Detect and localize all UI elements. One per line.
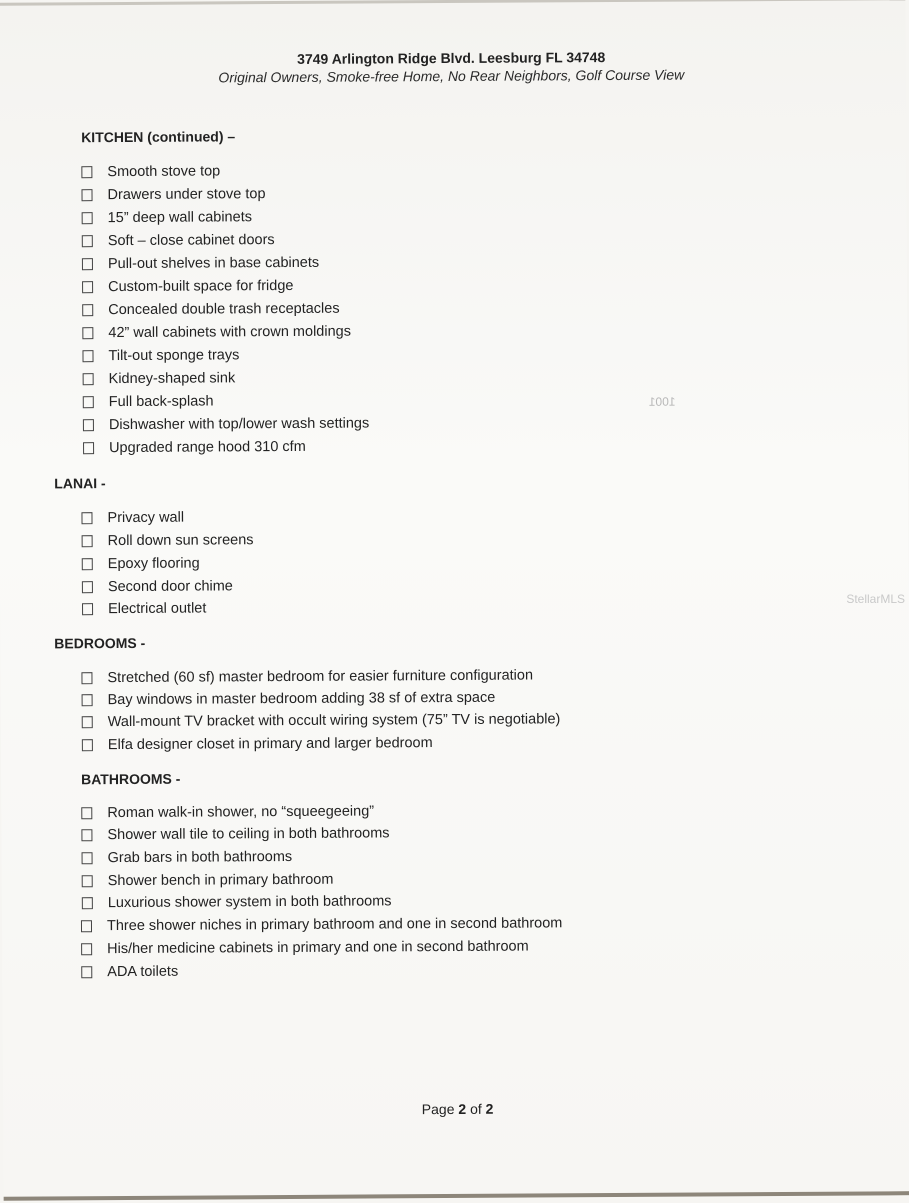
list-item: [83, 370, 236, 387]
item-label: Smooth stove top: [107, 163, 221, 181]
list-item: [82, 556, 200, 573]
item-label: Second door chime: [107, 578, 233, 596]
page-top-edge: [0, 0, 905, 6]
checkbox-icon: [83, 373, 94, 385]
list-item: [81, 825, 389, 843]
item-label: His/her medicine cabinets in primary and one in second bathroom: [107, 938, 529, 958]
checkbox-icon: [81, 829, 92, 841]
item-label: 15” deep wall cabinets: [107, 209, 253, 227]
list-item: [81, 667, 533, 686]
section-title-lanai: LANAI -: [54, 475, 106, 492]
list-item: [82, 872, 334, 890]
list-item: [82, 532, 254, 549]
list-item: [81, 964, 178, 981]
item-label: Shower wall tile to ceiling in both bathrooms: [107, 825, 390, 844]
item-label: Epoxy flooring: [107, 555, 200, 573]
list-item: [81, 163, 220, 180]
checkbox-icon: [81, 966, 92, 978]
item-label: Electrical outlet: [108, 600, 207, 618]
item-label: 42” wall cabinets with crown moldings: [108, 323, 351, 342]
page-number: [3, 1098, 909, 1120]
item-label: Dishwasher with top/lower wash settings: [108, 415, 370, 434]
checkbox-icon: [82, 716, 93, 728]
item-label: Shower bench in primary bathroom: [107, 871, 334, 890]
property-address: 3749 Arlington Ridge Blvd. Leesburg FL 34748: [297, 49, 606, 67]
list-item: [81, 915, 562, 934]
item-label: Luxurious shower system in both bathrooms: [107, 893, 392, 912]
item-label: Upgraded range hood 310 cfm: [109, 438, 306, 457]
watermark: StellarMLS: [846, 592, 905, 606]
list-item: [82, 209, 252, 226]
list-item: [82, 255, 319, 272]
item-label: Kidney-shaped sink: [108, 370, 236, 388]
item-label: Grab bars in both bathrooms: [107, 848, 293, 867]
item-label: Elfa designer closet in primary and larger bedroom: [107, 735, 433, 754]
checkbox-icon: [82, 535, 93, 547]
item-label: Three shower niches in primary bathroom and one in second bathroom: [106, 915, 563, 935]
item-label: Soft – close cabinet doors: [107, 232, 275, 250]
checkbox-icon: [82, 350, 93, 362]
list-item: [81, 803, 374, 821]
list-item: [82, 893, 392, 911]
item-label: Concealed double trash receptacles: [108, 300, 340, 319]
checkbox-icon: [82, 258, 93, 270]
list-item: [82, 849, 293, 866]
list-item: [82, 347, 239, 364]
checkbox-icon: [82, 304, 93, 316]
checkbox-icon: [81, 166, 92, 178]
section-title-bedrooms: BEDROOMS -: [54, 634, 146, 652]
list-item: [82, 735, 433, 753]
page-label: Page: [421, 1100, 459, 1118]
checkbox-icon: [83, 396, 94, 408]
checkbox-icon: [81, 807, 92, 819]
list-item: [82, 301, 339, 319]
list-item: [81, 186, 265, 203]
item-label: Privacy wall: [107, 509, 185, 527]
current-page: 2: [458, 1100, 467, 1117]
item-label: Pull-out shelves in base cabinets: [107, 254, 320, 273]
checkbox-icon: [81, 920, 92, 932]
section-title-bathrooms: BATHROOMS -: [81, 770, 181, 788]
item-label: Full back-splash: [108, 393, 214, 411]
bleed-through-text: 1001: [648, 394, 676, 409]
item-label: Tilt-out sponge trays: [108, 347, 240, 365]
checkbox-icon: [83, 419, 94, 431]
checkbox-icon: [81, 672, 92, 684]
checkbox-icon: [82, 694, 93, 706]
item-label: ADA toilets: [107, 963, 179, 981]
checkbox-icon: [82, 739, 93, 751]
property-highlights: Original Owners, Smoke-free Home, No Rear Neighbors, Golf Course View: [218, 66, 685, 86]
checkbox-icon: [81, 512, 92, 524]
list-item: [83, 415, 369, 433]
item-label: Bay windows in master bedroom adding 38 sf of extra space: [107, 689, 496, 709]
list-item: [82, 278, 293, 295]
checkbox-icon: [82, 235, 93, 247]
checkbox-icon: [82, 212, 93, 224]
page-bottom-edge: [4, 1191, 909, 1201]
checkbox-icon: [81, 189, 92, 201]
checkbox-icon: [82, 281, 93, 293]
checkbox-icon: [82, 897, 93, 909]
item-label: Custom-built space for fridge: [108, 277, 294, 296]
list-item: [81, 510, 184, 527]
list-item: [81, 939, 529, 958]
item-label: Stretched (60 sf) master bedroom for easier furniture configuration: [107, 667, 534, 687]
list-item: [82, 232, 275, 249]
list-item: [83, 393, 214, 410]
page-separator: of: [466, 1100, 486, 1117]
list-item: [82, 690, 496, 709]
list-item: [82, 600, 206, 617]
checkbox-icon: [82, 852, 93, 864]
checkbox-icon: [82, 603, 93, 615]
list-item: [82, 324, 351, 342]
list-item: [83, 439, 306, 456]
checkbox-icon: [82, 581, 93, 593]
checkbox-icon: [82, 875, 93, 887]
checkbox-icon: [82, 327, 93, 339]
total-pages: 2: [485, 1100, 494, 1117]
checkbox-icon: [82, 558, 93, 570]
item-label: Roll down sun screens: [107, 532, 254, 550]
list-item: [82, 578, 233, 595]
section-title-kitchen: KITCHEN (continued) –: [81, 128, 236, 146]
checkbox-icon: [83, 442, 94, 454]
item-label: Wall-mount TV bracket with occult wiring system (75” TV is negotiable): [107, 711, 561, 731]
item-label: Drawers under stove top: [107, 186, 266, 204]
checkbox-icon: [81, 943, 92, 955]
list-item: [82, 711, 561, 730]
item-label: Roman walk-in shower, no “squeegeeing”: [107, 803, 375, 822]
